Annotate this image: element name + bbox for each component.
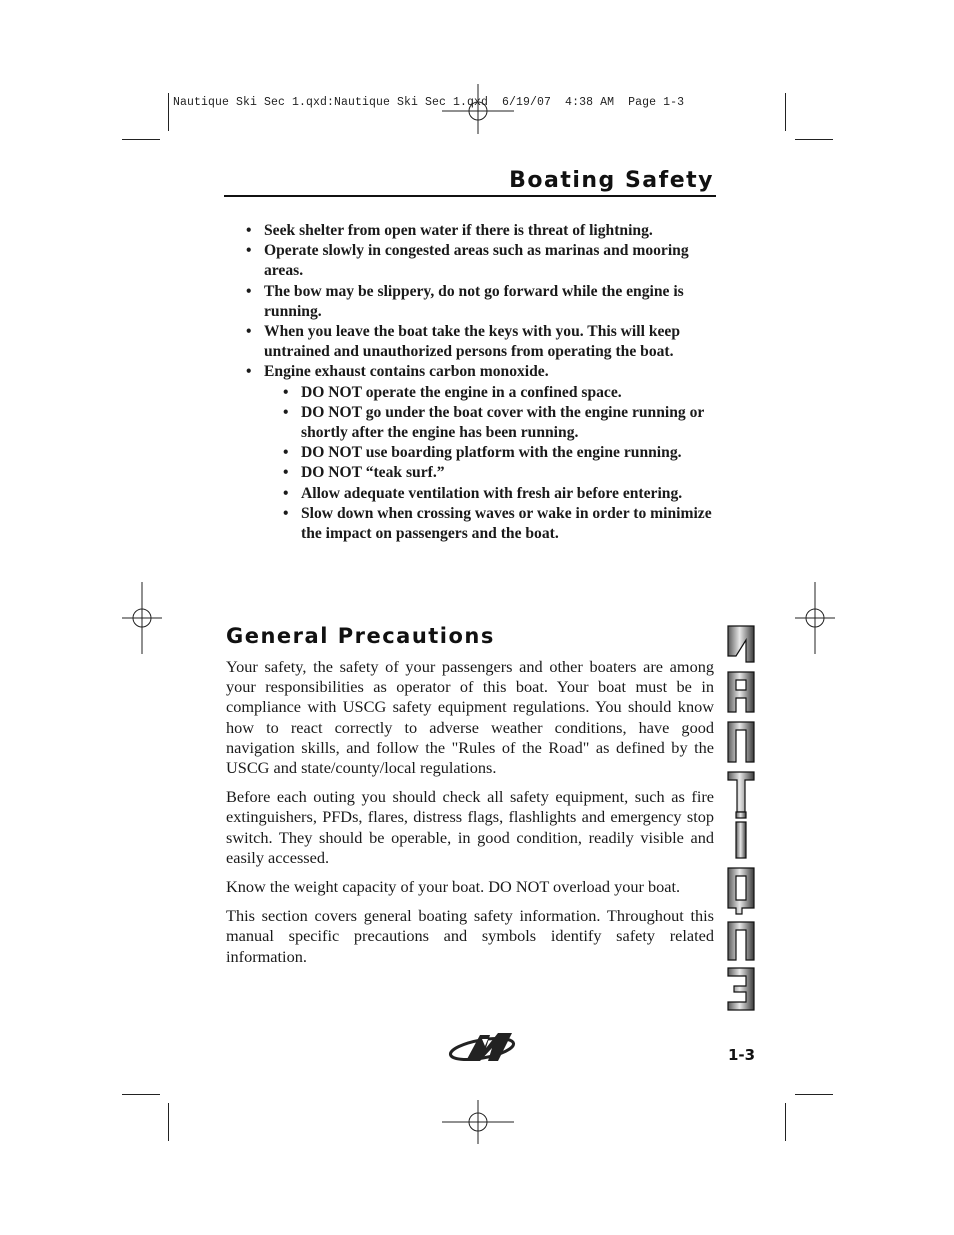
list-item: • When you leave the boat take the keys with you. This will keep untrained and unauthorized persons from operating the boat. <box>244 322 714 362</box>
safety-bullet-list <box>244 221 714 544</box>
paragraph: Before each outing you should check all safety equipment, such as fire extinguishers, PFDs, flares, distress flags, flashlights and emergency stop switch. They should be operable, in good condition, readily visible and easily accessed. <box>226 787 714 867</box>
sub-list-item: • DO NOT operate the engine in a confined space. <box>281 383 714 403</box>
list-item: • Seek shelter from open water if there is threat of lightning. <box>244 221 714 241</box>
sub-list-item: • DO NOT “teak surf.” <box>281 463 714 483</box>
sub-list-item: • DO NOT use boarding platform with the engine running. <box>281 443 714 463</box>
registration-mark-icon <box>440 80 516 136</box>
list-item: • The bow may be slippery, do not go forward while the engine is running. <box>244 282 714 322</box>
nautique-vertical-wordmark <box>726 622 756 1012</box>
registration-mark-icon <box>440 1098 516 1146</box>
list-item: • Operate slowly in congested areas such as marinas and mooring areas. <box>244 241 714 281</box>
sub-list-item: • Allow adequate ventilation with fresh air before entering. <box>281 484 714 504</box>
title-divider <box>224 195 716 197</box>
paragraph: Know the weight capacity of your boat. DO NOT overload your boat. <box>226 877 681 897</box>
crop-mark <box>785 1103 786 1141</box>
list-item-with-sublist <box>244 362 714 544</box>
section-title: Boating Safety <box>509 168 714 193</box>
carbon-monoxide-sublist <box>281 383 714 545</box>
crop-mark <box>795 1094 833 1095</box>
crop-mark <box>168 93 169 131</box>
nautique-n-logo-icon <box>446 1030 522 1064</box>
paragraph: Your safety, the safety of your passengers and other boaters are among your responsibilities as operator of this boat. Your boat must be in compliance with USCG safety equipment regulations. You should know how to react correctly to adverse weather conditions, have good navigation skills, and follow the "Rules of the Road" as defined by the USCG and state/county/local regulations. <box>226 657 714 778</box>
crop-mark <box>795 139 833 140</box>
list-item-text: Engine exhaust contains carbon monoxide. <box>264 363 549 381</box>
section-heading: General Precautions <box>226 624 495 648</box>
print-slug-line: Nautique Ski Sec 1.qxd:Nautique Ski Sec 1.qxd 6/19/07 4:38 AM Page 1-3 <box>173 96 685 109</box>
registration-mark-icon <box>120 580 164 656</box>
registration-mark-icon <box>793 580 837 656</box>
sub-list-item: • DO NOT go under the boat cover with the engine running or shortly after the engine has been running. <box>281 403 714 443</box>
crop-mark <box>168 1103 169 1141</box>
crop-mark <box>122 1094 160 1095</box>
sub-list-item: • Slow down when crossing waves or wake in order to minimize the impact on passengers and the boat. <box>281 504 714 544</box>
crop-mark <box>785 93 786 131</box>
general-precautions-body <box>226 657 714 976</box>
paragraph: This section covers general boating safety information. Throughout this manual specific precautions and symbols identify safety related information. <box>226 906 714 966</box>
page-number: 1-3 <box>728 1046 756 1064</box>
crop-mark <box>122 139 160 140</box>
